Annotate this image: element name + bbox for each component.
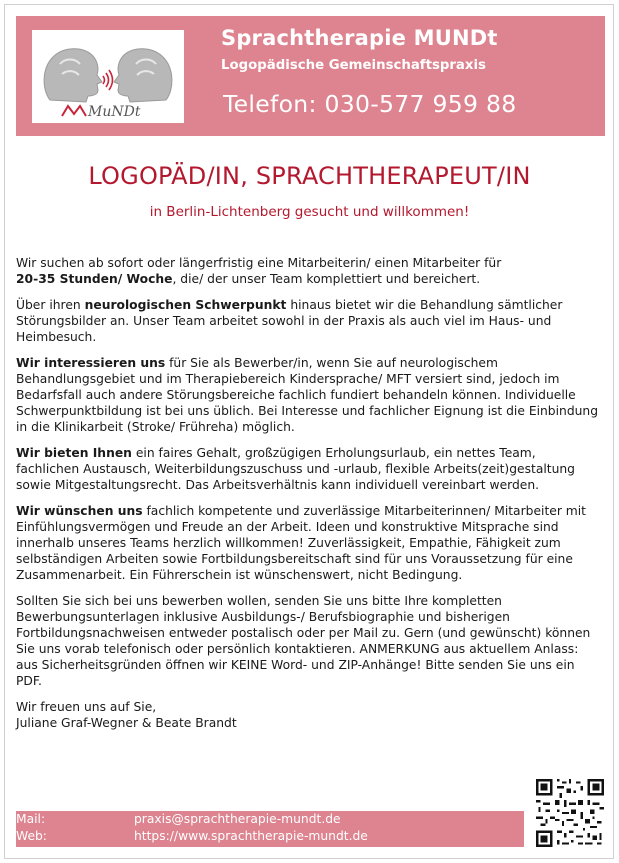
logo-heads-icon [32,30,184,123]
closing: Wir freuen uns auf Sie, Juliane Graf-Wegner & Beate Brandt [16,700,237,730]
job-location-subline: in Berlin-Lichtenberg gesucht und willkommen! [149,204,470,220]
web-label: Web: [16,829,47,843]
paragraph-application: Sollten Sie sich bei uns bewerben wollen, senden Sie uns bitte Ihre kompletten Bewerbungsunterlagen inklusive Ausbildungs-/ Berufsbiographie und bisherigen Fortbildungsnachweisen entweder postalisch oder per Mail zu. Gern (und gewünscht) können Sie uns vorab telefonisch oder persönlich kontaktieren. ANMERKUNG aus aktuellem Anlass: aus Sicherheitsgründen öffnen wir KEINE Word- und ZIP-Anhänge! Bitte senden Sie uns ein PDF. [16,594,591,688]
practice-subtitle: Logopädische Gemeinschaftspraxis [221,58,486,73]
paragraph-focus: Über ihren neurologischen Schwerpunkt hinaus bietet wir die Behandlung sämtlicher Störungsbilder an. Unser Team arbeitet sowohl in der Praxis als auch viel im Haus- und Heimbesuch. [16,298,563,344]
practice-name: Sprachtherapie MUNDt [221,26,498,50]
header-banner [16,16,605,136]
phone-number[interactable]: Telefon: 030-577 959 88 [223,90,517,118]
logo [32,30,184,123]
mail-label: Mail: [16,812,46,826]
paragraph-offer: Wir bieten Ihnen ein faires Gehalt, großzügigen Erholungsurlaub, ein nettes Team, fachlichen Austausch, Weiterbildungszuschuss und -urlaub, flexible Arbeits(zeit)gestaltung sowie Mitgestaltungsrecht. Das Arbeitsverhältnis kann individuell vereinbart werden. [16,446,575,492]
paragraph-intro: Wir suchen ab sofort oder längerfristig eine Mitarbeiterin/ einen Mitarbeiter für 20-35 Stunden/ Woche, die/ der unser Team komplettiert und bereichert. [16,256,502,286]
paragraph-wishes: Wir wünschen uns fachlich kompetente und zuverlässige Mitarbeiterinnen/ Mitarbeiter mit Einfühlungsvermögen und Freude an der Arbeit. Ideen und konstruktive Mitsprache sind innerhalb unseres Teams herzlich willkommen! Zuverlässigkeit, Empathie, Fähigkeit zum selbständigen Arbeiten sowie Fortbildungsbereitschaft sind für uns Voraussetzung für eine Zusammenarbeit. Ein Führerschein ist wünschenswert, nicht Bedingung. [16,504,587,582]
qr-code-icon[interactable] [536,779,604,847]
mail-link[interactable]: praxis@sprachtherapie-mundt.de [134,812,341,826]
job-description [16,255,601,741]
contact-footer [16,811,524,847]
web-link[interactable]: https://www.sprachtherapie-mundt.de [134,829,368,843]
svg-text:MuNDt: MuNDt [88,104,141,120]
job-title-headline: LOGOPÄD/IN, SPRACHTHERAPEUT/IN [88,162,531,190]
paragraph-interests: Wir interessieren uns für Sie als Bewerber/in, wenn Sie auf neurologischem Behandlungsgebiet und im Therapiebereich Kindersprache/ MFT versiert sind, jedoch im Bedarfsfall auch andere Störungsbereiche fachlich fundiert behandeln können. Individuelle Schwerpunktbildung ist bei uns üblich. Bei Interesse und fachlicher Eignung ist die Einbindung in die Klinikarbeit (Stroke/ Frühreha) möglich. [16,356,599,434]
